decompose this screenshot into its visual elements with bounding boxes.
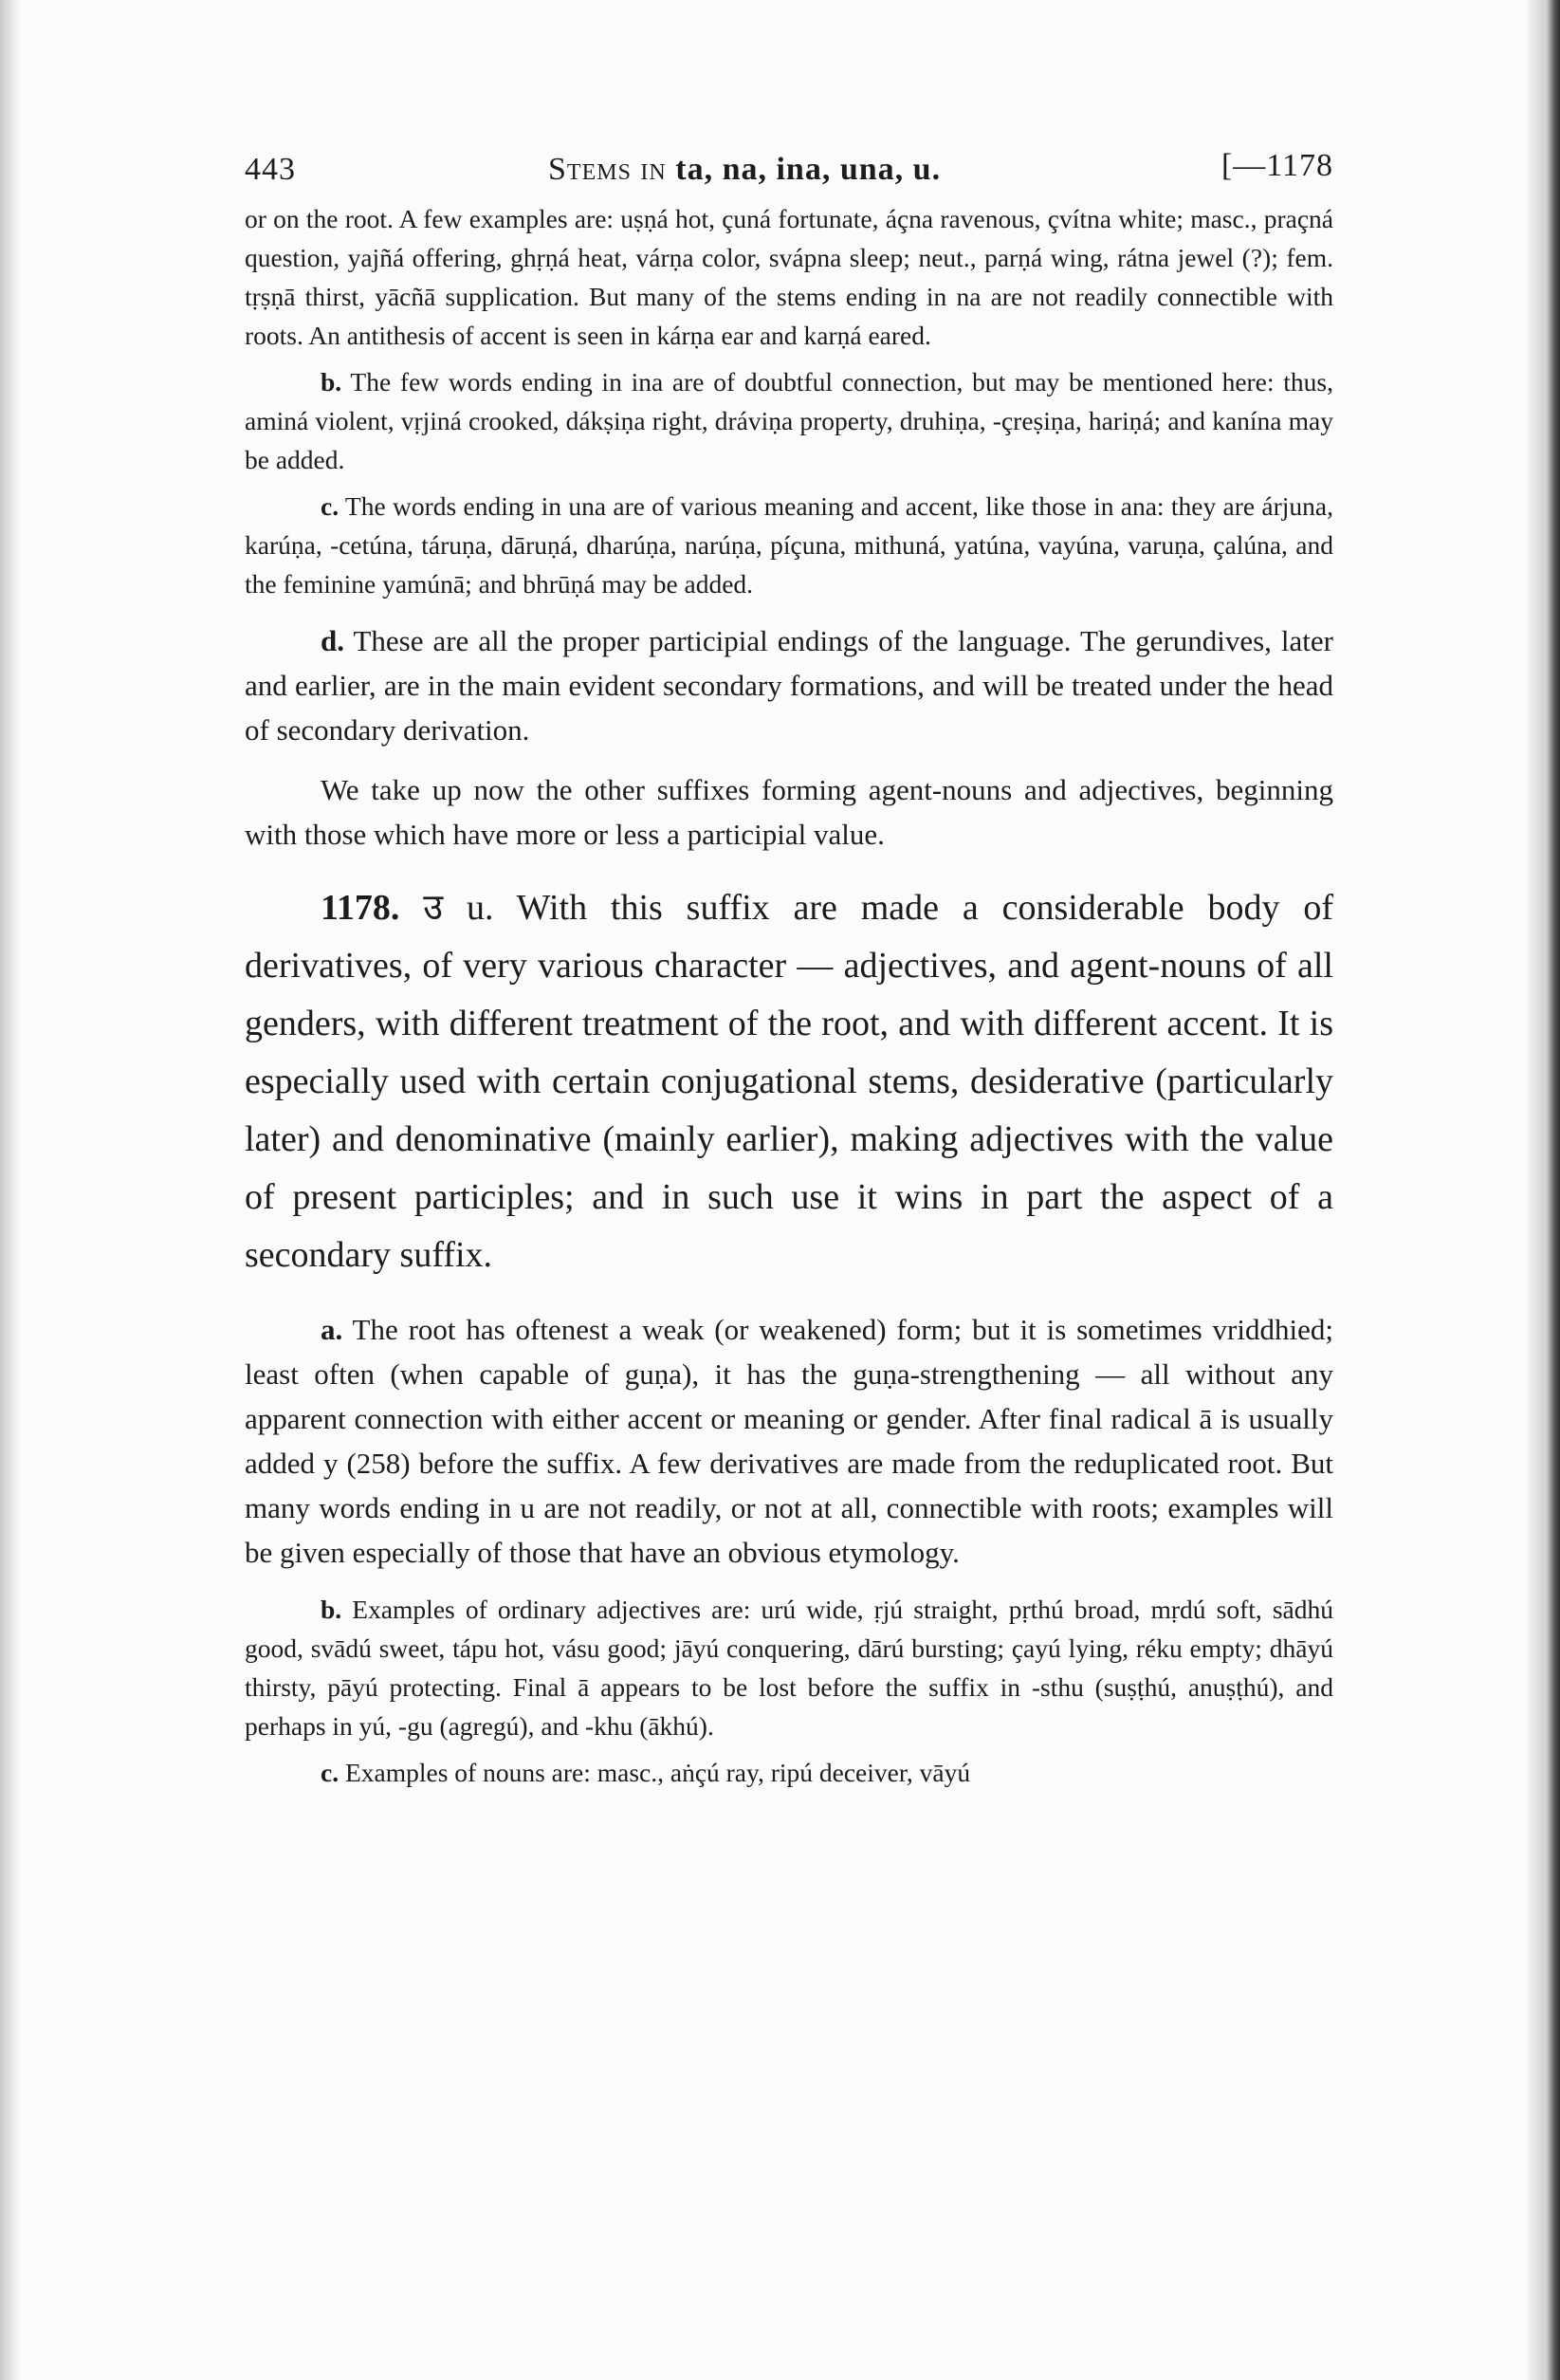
paragraph-d-participial (245, 618, 1333, 752)
paragraph-text: Examples of nouns are: masc., aṅçú ray, ripú deceiver, vāyú (344, 1758, 971, 1787)
paragraph-1178-a (245, 1307, 1333, 1575)
section-reference: [—1178 (1220, 148, 1333, 183)
section-1178 (245, 879, 1333, 1284)
scan-right-edge (1528, 0, 1560, 2380)
running-title-stems: ta, na, ina, una, u. (675, 152, 942, 187)
running-head (245, 142, 1333, 192)
book-page (245, 142, 1333, 1792)
paragraph-text: The few words ending in ina are of doubtful connection, but may be mentioned here: thus, aminá violent, vṛjiná crooked, dákṣiṇa right, dráviṇa property, druhiṇa, -çreṣiṇa, hariṇá; and kanína may be added. (245, 367, 1333, 474)
paragraph-label: b. (321, 1595, 342, 1624)
section-number: 1178. (321, 888, 400, 928)
paragraph-1178-b (245, 1590, 1333, 1745)
paragraph-c-una (245, 487, 1333, 603)
paragraph-1178-c (245, 1753, 1333, 1792)
paragraph-text: The words ending in una are of various meaning and accent, like those in ana: they are árjuna, karúṇa, -cetúna, táruṇa, dāruṇá, dharúṇa, narúṇa, píçuna, mithuná, yatúna, vayúna, varuṇa, çalúna, and the feminine yamúnā; and bhrūṇá may be added. (245, 491, 1334, 599)
paragraph-b-ina (245, 362, 1333, 479)
running-title-prefix: Stems in (548, 152, 667, 187)
running-title (548, 152, 941, 188)
paragraph-agent-nouns (245, 767, 1333, 857)
paragraph-na-stems (245, 199, 1333, 355)
paragraph-text: उ u. With this suffix are made a considerable body of derivatives, of very various character — adjectives, and agent-nouns of all genders, with different treatment of the root, and with different accent. It is especially used with certain conjugational stems, desiderative (particularly later) and denominative (mainly earlier), making adjectives with the value of present participles; and in such use it wins in part the aspect of a secondary suffix. (245, 888, 1333, 1275)
paragraph-text: These are all the proper participial endings of the language. The gerundives, later and earlier, are in the main evident secondary formations, and will be treated under the head of secondary derivation. (245, 624, 1333, 747)
paragraph-label: d. (321, 624, 344, 657)
paragraph-label: c. (321, 491, 340, 521)
scan-left-edge (0, 0, 21, 2380)
paragraph-label: a. (321, 1313, 343, 1346)
paragraph-text: We take up now the other suffixes forming agent-nouns and adjectives, beginning with those which have more or less a participial value. (245, 773, 1333, 851)
paragraph-text: Examples of ordinary adjectives are: urú wide, ṛjú straight, pṛthú broad, mṛdú soft, sādhú good, svādú sweet, tápu hot, vásu good; jāyú conquering, dārú bursting; çayú lying, réku empty; dhāyú thirsty, pāyú protecting. Final ā appears to be lost before the suffix in -sthu (suṣṭhú, anuṣṭhú), and perhaps in yú, -gu (agregú), and -khu (ākhú). (245, 1595, 1334, 1741)
page-number: 443 (245, 152, 296, 187)
paragraph-label: b. (321, 367, 342, 397)
paragraph-label: c. (321, 1758, 340, 1787)
paragraph-text: The root has oftenest a weak (or weakened) form; but it is sometimes vriddhied; least often (when capable of guṇa), it has the guṇa-strengthening — all without any apparent connection with either accent or meaning or gender. After final radical ā is usually added y (258) before the suffix. A few derivatives are made from the reduplicated root. But many words ending in u are not readily, or not at all, connectible with roots; examples will be given especially of those that have an obvious etymology. (245, 1313, 1333, 1569)
paragraph-text: or on the root. A few examples are: uṣṇá hot, çuná fortunate, áçna ravenous, çvítna white; masc., praçná question, yajñá offering, ghṛṇá heat, várṇa color, svápna sleep; neut., parṇá wing, rátna jewel (?); fem. tṛṣṇā thirst, yācñā supplication. But many of the stems ending in na are not readily connectible with roots. An antithesis of accent is seen in kárṇa ear and karṇá eared. (245, 204, 1333, 350)
